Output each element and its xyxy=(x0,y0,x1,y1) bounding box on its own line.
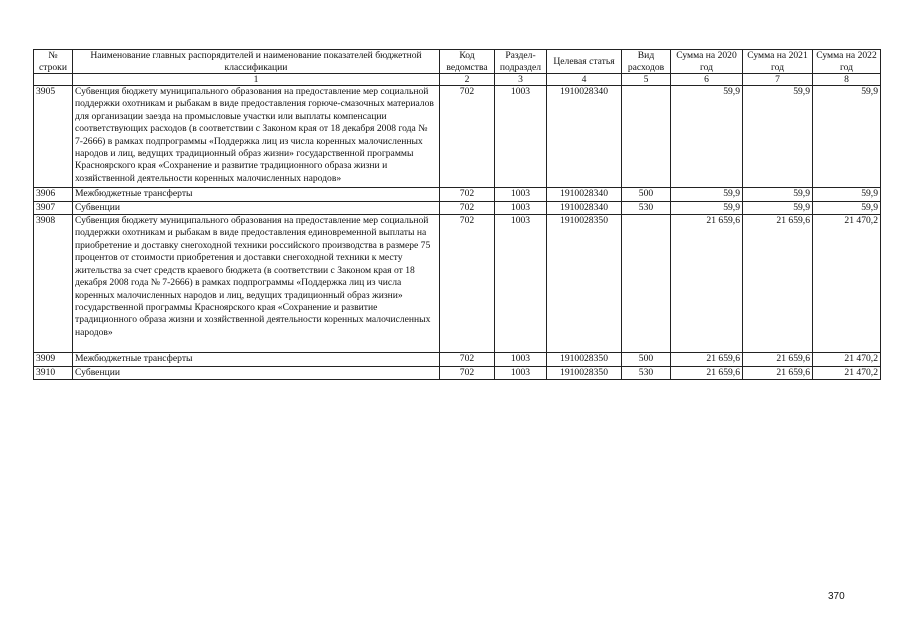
header-name: Наименование главных распорядителей и наименование показателей бюджетной классификации xyxy=(73,50,440,74)
sum-2021: 59,9 xyxy=(743,188,813,201)
expense-type-code: 500 xyxy=(622,188,671,201)
row-name: Субвенции xyxy=(73,201,440,214)
sum-2022: 21 470,2 xyxy=(813,366,881,379)
row-number: 3905 xyxy=(34,86,73,188)
sum-2022: 59,9 xyxy=(813,86,881,188)
row-number: 3910 xyxy=(34,366,73,379)
column-number: 8 xyxy=(813,74,881,86)
sum-2020: 59,9 xyxy=(671,188,743,201)
expense-type-code: 530 xyxy=(622,366,671,379)
expense-type-code xyxy=(622,86,671,188)
column-number: 5 xyxy=(622,74,671,86)
expense-type-code: 500 xyxy=(622,353,671,366)
column-number: 2 xyxy=(440,74,495,86)
header-section: Раздел-подраздел xyxy=(495,50,547,74)
sum-2021: 21 659,6 xyxy=(743,353,813,366)
row-name: Межбюджетные трансферты xyxy=(73,353,440,366)
sum-2020: 21 659,6 xyxy=(671,215,743,353)
column-number: 4 xyxy=(547,74,622,86)
column-number: 6 xyxy=(671,74,743,86)
sum-2022: 21 470,2 xyxy=(813,353,881,366)
sum-2020: 21 659,6 xyxy=(671,353,743,366)
column-number: 3 xyxy=(495,74,547,86)
sum-2020: 59,9 xyxy=(671,86,743,188)
section-code: 1003 xyxy=(495,86,547,188)
row-number: 3906 xyxy=(34,188,73,201)
target-item-code: 1910028350 xyxy=(547,215,622,353)
sum-2021: 59,9 xyxy=(743,86,813,188)
sum-2021: 21 659,6 xyxy=(743,366,813,379)
header-sum-2022: Сумма на 2022 год xyxy=(813,50,881,74)
table-row xyxy=(34,366,881,379)
header-department-code: Код ведомства xyxy=(440,50,495,74)
table-row xyxy=(34,215,881,353)
page-number: 370 xyxy=(828,591,845,602)
sum-2022: 59,9 xyxy=(813,201,881,214)
row-number: 3909 xyxy=(34,353,73,366)
section-code: 1003 xyxy=(495,366,547,379)
department-code: 702 xyxy=(440,188,495,201)
sum-2020: 59,9 xyxy=(671,201,743,214)
section-code: 1003 xyxy=(495,188,547,201)
department-code: 702 xyxy=(440,353,495,366)
column-number xyxy=(34,74,73,86)
department-code: 702 xyxy=(440,215,495,353)
table-row xyxy=(34,201,881,214)
section-code: 1003 xyxy=(495,215,547,353)
row-number: 3907 xyxy=(34,201,73,214)
target-item-code: 1910028350 xyxy=(547,366,622,379)
department-code: 702 xyxy=(440,366,495,379)
row-name: Межбюджетные трансферты xyxy=(73,188,440,201)
sum-2022: 21 470,2 xyxy=(813,215,881,353)
section-code: 1003 xyxy=(495,353,547,366)
row-name: Субвенции xyxy=(73,366,440,379)
target-item-code: 1910028340 xyxy=(547,86,622,188)
table-row xyxy=(34,86,881,188)
expense-type-code xyxy=(622,215,671,353)
expense-type-code: 530 xyxy=(622,201,671,214)
section-code: 1003 xyxy=(495,201,547,214)
row-name: Субвенция бюджету муниципального образования на предоставление мер социальной поддержки охотникам и рыбакам в виде предоставления единовременной выплаты на приобретение и доставку снегоходной техники российского производства в размере 75 процентов от стоимости приобретения и доставки снегоходной техники к месту жительства за счет средств краевого бюджета (в соответствии с Законом края от 18 декабря 2008 года № 7-2666) в рамках подпрограммы «Поддержка лиц из числа коренных малочисленных народов и лиц, ведущих традиционный образ жизни» государственной программы Красноярского края «Сохранение и развитие традиционного образа жизни и хозяйственной деятельности коренных малочисленных народов» xyxy=(73,215,440,353)
target-item-code: 1910028340 xyxy=(547,201,622,214)
department-code: 702 xyxy=(440,201,495,214)
table-row xyxy=(34,353,881,366)
header-sum-2020: Сумма на 2020 год xyxy=(671,50,743,74)
header-row-number: № строки xyxy=(34,50,73,74)
header-sum-2021: Сумма на 2021 год xyxy=(743,50,813,74)
row-name: Субвенция бюджету муниципального образования на предоставление мер социальной поддержки охотникам и рыбакам в виде предоставления горюче-смазочных материалов для организации заезда на промысловые участки или выплаты компенсации соответствующих расходов (в соответствии с Законом края от 18 декабря 2008 года № 7-2666) в рамках подпрограммы «Поддержка лиц из числа коренных малочисленных народов и лиц, ведущих традиционный образ жизни» государственной программы Красноярского края «Сохранение и развитие традиционного образа жизни и хозяйственной деятельности коренных малочисленных народов» xyxy=(73,86,440,188)
header-target-item: Целевая статья xyxy=(547,50,622,74)
target-item-code: 1910028350 xyxy=(547,353,622,366)
department-code: 702 xyxy=(440,86,495,188)
sum-2022: 59,9 xyxy=(813,188,881,201)
table-row xyxy=(34,188,881,201)
header-expense-type: Вид расходов xyxy=(622,50,671,74)
column-number-row xyxy=(34,74,881,86)
column-number: 7 xyxy=(743,74,813,86)
header-row xyxy=(34,50,881,74)
sum-2021: 59,9 xyxy=(743,201,813,214)
sum-2021: 21 659,6 xyxy=(743,215,813,353)
row-number: 3908 xyxy=(34,215,73,353)
target-item-code: 1910028340 xyxy=(547,188,622,201)
column-number: 1 xyxy=(73,74,440,86)
budget-table xyxy=(33,49,881,380)
sum-2020: 21 659,6 xyxy=(671,366,743,379)
